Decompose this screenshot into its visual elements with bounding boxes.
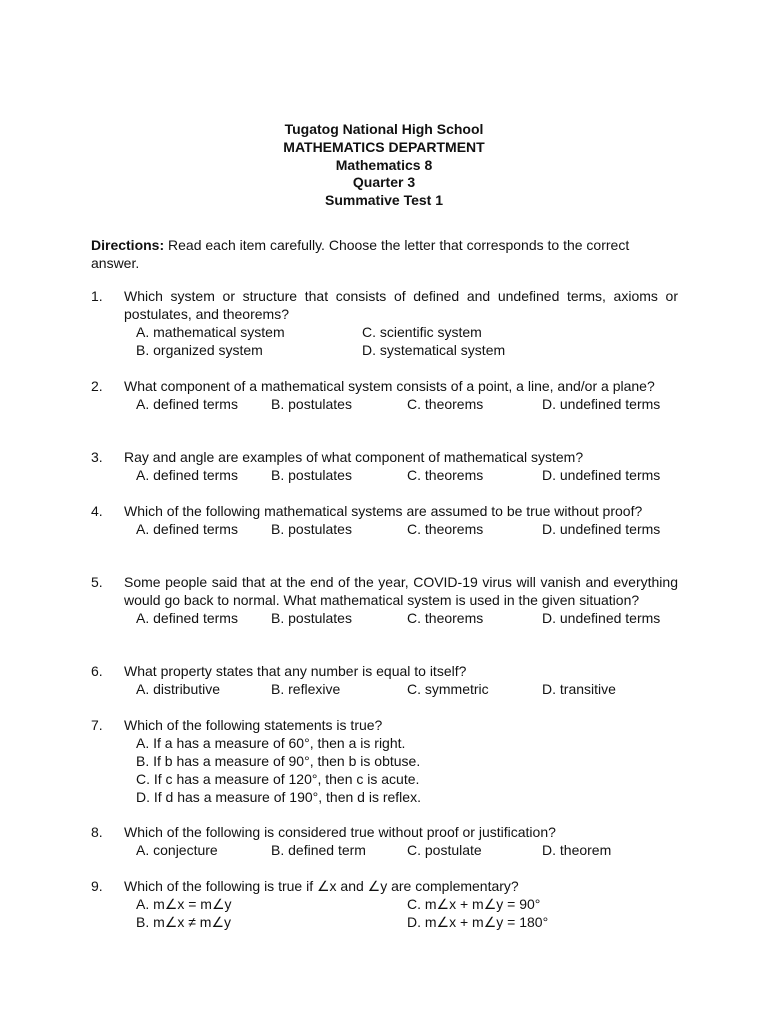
options-row: [136, 520, 678, 538]
option-a[interactable]: A. m∠x = m∠y: [136, 896, 232, 912]
question-stem: Which system or structure that consists of defined and undefined terms, axioms or postulates, and theorems?: [124, 288, 678, 322]
quarter-label: Quarter 3: [352, 174, 416, 191]
question-number: 1.: [91, 288, 103, 304]
option-a[interactable]: A. defined terms: [136, 467, 238, 483]
options-row: [136, 895, 678, 913]
option-d[interactable]: D. If d has a measure of 190°, then d is reflex.: [136, 789, 421, 805]
option-d[interactable]: D. m∠x + m∠y = 180°: [407, 914, 549, 930]
question-6: [91, 662, 678, 698]
options-row: [136, 341, 678, 359]
option-c[interactable]: C. theorems: [407, 467, 484, 483]
question-number: 7.: [91, 717, 103, 733]
option-b[interactable]: B. postulates: [271, 610, 352, 626]
option-a[interactable]: A. If a has a measure of 60°, then a is right.: [136, 735, 406, 751]
question-stem: Which of the following is true if ∠x and ∠y are complementary?: [124, 878, 519, 894]
directions-label: Directions:: [91, 237, 165, 253]
option-d[interactable]: D. systematical system: [362, 342, 506, 358]
question-stem: Which of the following is considered true without proof or justification?: [124, 824, 556, 840]
options-row: [136, 323, 678, 341]
question-number: 3.: [91, 449, 103, 465]
question-number: 8.: [91, 824, 103, 840]
option-c[interactable]: C. symmetric: [407, 681, 489, 697]
option-c[interactable]: C. If c has a measure of 120°, then c is acute.: [136, 771, 420, 787]
option-a[interactable]: A. defined terms: [136, 521, 238, 537]
question-stem: Ray and angle are examples of what component of mathematical system?: [124, 449, 584, 465]
question-number: 6.: [91, 663, 103, 679]
option-a[interactable]: A. defined terms: [136, 396, 238, 412]
options-list: [136, 734, 678, 806]
option-a[interactable]: A. defined terms: [136, 610, 238, 626]
option-b[interactable]: B. postulates: [271, 521, 352, 537]
question-8: [91, 823, 678, 859]
question-stem: What property states that any number is equal to itself?: [124, 663, 467, 679]
option-c[interactable]: C. m∠x + m∠y = 90°: [407, 896, 541, 912]
department-name: MATHEMATICS DEPARTMENT: [283, 138, 485, 155]
directions: [91, 236, 681, 272]
question-stem: Which of the following statements is true?: [124, 717, 383, 733]
question-number: 5.: [91, 574, 103, 590]
option-d[interactable]: D. undefined terms: [542, 396, 661, 412]
question-stem: What component of a mathematical system consists of a point, a line, and/or a plane?: [124, 378, 655, 394]
option-b[interactable]: B. If b has a measure of 90°, then b is obtuse.: [136, 753, 421, 769]
question-stem: Some people said that at the end of the year, COVID-19 virus will vanish and everything would go back to normal. What mathematical system is used in the given situation?: [124, 574, 678, 608]
option-a[interactable]: A. distributive: [136, 681, 221, 697]
option-a[interactable]: A. conjecture: [136, 842, 218, 858]
option-c[interactable]: C. theorems: [407, 610, 484, 626]
option-d[interactable]: D. undefined terms: [542, 521, 661, 537]
question-7: [91, 716, 678, 806]
question-number: 9.: [91, 878, 103, 894]
question-number: 2.: [91, 378, 103, 394]
option-b[interactable]: B. postulates: [271, 467, 352, 483]
subject-name: Mathematics 8: [335, 156, 433, 173]
option-d[interactable]: D. transitive: [542, 681, 616, 697]
options-row: [136, 395, 678, 413]
question-4: [91, 502, 678, 538]
option-b[interactable]: B. m∠x ≠ m∠y: [136, 914, 232, 930]
option-c[interactable]: C. theorems: [407, 396, 484, 412]
option-c[interactable]: C. theorems: [407, 521, 484, 537]
question-stem: Which of the following mathematical systems are assumed to be true without proof?: [124, 503, 643, 519]
test-header: [0, 121, 768, 210]
options-row: [136, 680, 678, 698]
question-stem-wrap: [91, 502, 678, 520]
option-b[interactable]: B. reflexive: [271, 681, 341, 697]
options-row: [136, 609, 678, 627]
test-title: Summative Test 1: [324, 192, 443, 209]
option-b[interactable]: B. defined term: [271, 842, 366, 858]
question-2: [91, 377, 678, 413]
directions-text: Read each item carefully. Choose the letter that corresponds to the correct answer.: [91, 237, 630, 271]
school-name: Tugatog National High School: [284, 121, 484, 137]
question-1: [91, 287, 678, 359]
option-b[interactable]: B. postulates: [271, 396, 352, 412]
options-row: [136, 466, 678, 484]
question-3: [91, 448, 678, 484]
question-number: 4.: [91, 503, 103, 519]
options-row: [136, 913, 678, 931]
option-c[interactable]: C. postulate: [407, 842, 482, 858]
options-row: [136, 841, 678, 859]
question-5: [91, 573, 678, 627]
question-9: [91, 877, 678, 931]
option-a[interactable]: A. mathematical system: [136, 324, 285, 340]
option-d[interactable]: D. undefined terms: [542, 610, 661, 626]
option-d[interactable]: D. undefined terms: [542, 467, 661, 483]
option-b[interactable]: B. organized system: [136, 342, 263, 358]
option-d[interactable]: D. theorem: [542, 842, 612, 858]
option-c[interactable]: C. scientific system: [362, 324, 482, 340]
